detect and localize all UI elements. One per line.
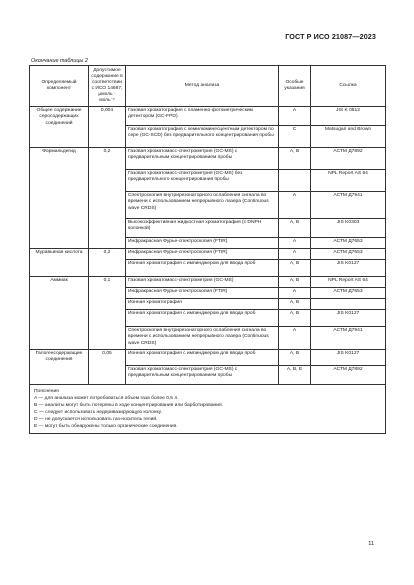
- method-cell: Газовая хроматомасс-спектрометрия (GC-MS) с предварительным концентрированием пробы: [126, 365, 279, 384]
- component-cell: Муравьиная кислота: [30, 248, 89, 276]
- method-cell: Газовая хроматомасс-спектрометрия (GC-MS): [126, 276, 279, 287]
- legend-item: B — аналиты могут быть потеряны в ходе концентрирования или барботирования.: [34, 402, 223, 408]
- limit-cell: 0,2: [89, 147, 126, 248]
- note-cell: A: [279, 191, 311, 218]
- legend-cell: [30, 384, 386, 434]
- reference-cell: JIS K 0512: [311, 106, 386, 125]
- table-row: [30, 106, 386, 125]
- note-cell: A, B: [279, 309, 311, 326]
- reference-cell: NPL Report AS 64: [311, 169, 386, 191]
- table-row: [30, 349, 386, 365]
- reference-cell: Matsugari and Brown: [311, 125, 386, 147]
- note-cell: A, B: [279, 147, 311, 169]
- document-code: ГОСТ Р ИСО 21087—2023: [285, 32, 376, 41]
- note-cell: [279, 169, 311, 191]
- reference-cell: АСТМ Д7653: [311, 237, 386, 248]
- note-cell: A, B: [279, 259, 311, 276]
- header-reference: Ссылка: [311, 66, 386, 107]
- table-row: [30, 248, 386, 259]
- component-cell: Формальдегид: [30, 147, 89, 248]
- note-cell: A: [279, 248, 311, 259]
- limit-cell: 0,004: [89, 106, 126, 147]
- method-cell: Газовая хроматомасс-спектрометрия (GC-MS) без предварительного концентрирования пробы: [126, 169, 279, 191]
- methods-table: [29, 65, 386, 434]
- note-cell: A: [279, 237, 311, 248]
- table-row: [30, 147, 386, 169]
- table-body: [30, 106, 386, 434]
- note-cell: A, B: [279, 218, 311, 237]
- reference-cell: JIS K0127: [311, 259, 386, 276]
- reference-cell: АСТМ Д7892: [311, 147, 386, 169]
- note-cell: A: [279, 326, 311, 349]
- reference-cell: АСТМ Д7892: [311, 365, 386, 384]
- reference-cell: JIS K0127: [311, 349, 386, 365]
- method-cell: Ионная хроматография с импинджером для ввода проб: [126, 309, 279, 326]
- method-cell: Высокоэффективная жидкостная хроматография (с DNPH колонкой): [126, 218, 279, 237]
- method-cell: Инфракрасная Фурье-спектроскопия (FTIR): [126, 248, 279, 259]
- table-header-row: [30, 66, 386, 107]
- reference-cell: АСТМ Д7941: [311, 326, 386, 349]
- limit-cell: 0,05: [89, 349, 126, 384]
- method-cell: Ионная хроматография с импинджером для ввода проб: [126, 259, 279, 276]
- legend-row: [30, 384, 386, 434]
- method-cell: Спектроскопия внутрирезонаторного ослабления сигнала во времени с использованием непрерывного лазера (Continuous wave CRDS): [126, 191, 279, 218]
- header-component: Определяемый компонент: [30, 66, 89, 107]
- reference-cell: JIS K0303: [311, 218, 386, 237]
- method-cell: Ионная хроматография: [126, 298, 279, 309]
- reference-cell: АСТМ Д7653: [311, 287, 386, 298]
- component-cell: Галогенсодержащие соединения: [30, 349, 89, 384]
- method-cell: Инфракрасная Фурье-спектроскопия (FTIR): [126, 237, 279, 248]
- header-limit: Допустимое содержание в соответствии с ИСО 14687, µмоль · моль⁻¹: [89, 66, 126, 107]
- limit-cell: 0,1: [89, 276, 126, 349]
- method-cell: Газовая хроматография с пламенно-фотометрическим детектором (GC-FPD): [126, 106, 279, 125]
- reference-cell: JIS K0127: [311, 309, 386, 326]
- reference-cell: АСТМ Д7653: [311, 248, 386, 259]
- method-cell: Газовая хроматография с хемилюминесцентным детектором по сере (GC-SCD) без предварительного концентрирования пробы: [126, 125, 279, 147]
- legend-item: C — следует использовать недеривазирующую колонку.: [34, 410, 162, 416]
- note-cell: A: [279, 287, 311, 298]
- reference-cell: [311, 298, 386, 309]
- component-cell: Аммиак: [30, 276, 89, 349]
- note-cell: A, B: [279, 276, 311, 287]
- note-cell: A, B: [279, 349, 311, 365]
- note-cell: A, B, E: [279, 365, 311, 384]
- note-cell: A: [279, 106, 311, 125]
- reference-cell: АСТМ Д7941: [311, 191, 386, 218]
- table-row: [30, 276, 386, 287]
- header-notes: Особые указания: [279, 66, 311, 107]
- legend-item: E — могут быть обнаружены только органические соединения.: [34, 424, 178, 430]
- legend-item: A — для анализа может потребоваться объем газа более 0,5 л.: [34, 395, 179, 401]
- legend-item: D — не допускается использовать газ-носитель гелий.: [34, 417, 158, 423]
- method-cell: Инфракрасная Фурье-спектроскопия (FTIR): [126, 287, 279, 298]
- legend-title: Пояснения: [34, 388, 59, 394]
- header-method: Метод анализа: [126, 66, 279, 107]
- component-cell: Общее содержание серосодержащих соединений: [30, 106, 89, 147]
- method-cell: Ионная хроматография с импинджером для ввода проб: [126, 349, 279, 365]
- note-cell: C: [279, 125, 311, 147]
- method-cell: Спектроскопия внутрирезонаторного ослабления сигнала во времени с использованием непрерывного лазера (Continuous wave CRDS): [126, 326, 279, 349]
- page-number: 11: [368, 541, 374, 547]
- limit-cell: 0,2: [89, 248, 126, 276]
- table-caption: Окончание таблицы 2: [31, 58, 88, 64]
- reference-cell: NPL Report AS 64: [311, 276, 386, 287]
- note-cell: A, B: [279, 298, 311, 309]
- method-cell: Газовая хроматомасс-спектрометрия (GC-MS) с предварительным концентрированием пробы: [126, 147, 279, 169]
